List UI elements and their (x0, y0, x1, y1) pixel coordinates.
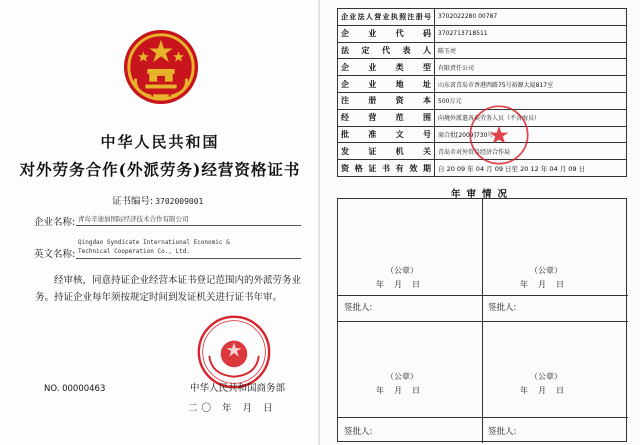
row-label: 企业法人营业执照注册号 (338, 9, 435, 26)
certificate-number-value: 3702009001 (155, 197, 204, 206)
row-value: 3702022280 00787 (435, 9, 627, 26)
row-label: 企业代码 (338, 25, 435, 42)
table-row (338, 76, 627, 93)
certificate-number-label: 证书编号: (112, 196, 154, 207)
company-name-value: 青岛辛迪加国际经济技术合作有限公司 (78, 215, 189, 223)
row-label: 法定代表人 (338, 42, 435, 59)
english-name-underline (76, 258, 301, 259)
row-value: 陈玉亮 (435, 42, 627, 59)
english-name-line1: Qingdao Syndicate International Economic & (78, 239, 230, 246)
row-label: 发证机关 (338, 143, 435, 160)
row-label: 资格证书有效期 (338, 160, 435, 177)
row-value: 青岛市对外贸易经济合作局 (435, 143, 627, 160)
row-label: 注册资本 (338, 92, 435, 109)
annual-review-title: 年审情况 (450, 189, 513, 200)
row-label: 企业地址 (338, 76, 435, 93)
date-placeholder: 年月日 (520, 386, 574, 395)
seal-placeholder: （公章） (386, 266, 418, 275)
seal-placeholder: （公章） (530, 266, 562, 275)
annual-review-grid (337, 198, 627, 442)
row-label: 企业类型 (338, 59, 435, 76)
seal-placeholder: （公章） (530, 372, 562, 381)
english-name-line2: Technical Cooperation Co., Ltd. (78, 248, 190, 255)
issuing-authority: 中华人民共和国商务部 (190, 383, 286, 394)
table-row (338, 42, 627, 59)
grid-divider (338, 417, 628, 418)
grid-divider (338, 321, 628, 322)
english-name-label: 英文名称: (34, 249, 76, 260)
row-value: 向境外派遣各类劳务人员（不含海员） (435, 109, 627, 126)
table-row (338, 25, 627, 42)
table-row (338, 59, 627, 76)
row-value: 商合批[2009]730号 (435, 126, 627, 143)
certificate-title-line2: 对外劳务合作(外派劳务)经营资格证书 (19, 160, 301, 179)
bureau-seal-icon (468, 104, 530, 166)
approver-label: 签批人: (488, 303, 517, 313)
ministry-seal-icon (196, 314, 272, 390)
company-name-label: 企业名称: (34, 217, 76, 228)
approval-statement: 经审核，同意持证企业经营本证书登记范围内的外派劳务业务。持证企业每年须按规定时间到发证机关进行证书年审。 (35, 275, 302, 303)
table-row (338, 9, 627, 26)
date-placeholder: 年月日 (376, 280, 430, 289)
company-name-underline (76, 225, 301, 226)
row-label: 批准文号 (338, 126, 435, 143)
grid-divider (338, 295, 628, 296)
approver-label: 签批人: (344, 303, 373, 313)
certificate-title-line1: 中华人民共和国 (100, 133, 220, 151)
row-label: 经营范围 (338, 109, 435, 126)
date-placeholder: 年月日 (520, 280, 574, 289)
national-emblem-icon (122, 28, 200, 106)
row-value: 500万元 (435, 92, 627, 109)
seal-placeholder: （公章） (386, 372, 418, 381)
row-value: 山东省青岛市香港西路75号裕源大厦817室 (435, 76, 627, 93)
validity-value: 自 20 09 年 04 月 09 日至 20 12 年 04 月 09 日 (435, 160, 627, 177)
approver-label: 签批人: (488, 427, 517, 437)
date-placeholder: 年月日 (376, 386, 430, 395)
row-value: 有限责任公司 (435, 59, 627, 76)
serial-number: NO. 00000463 (44, 384, 106, 394)
certificate-number (112, 193, 203, 207)
issue-date: 二〇 年 月 日 (188, 403, 277, 414)
approver-label: 签批人: (344, 427, 373, 437)
row-value: 3702713718511 (435, 25, 627, 42)
